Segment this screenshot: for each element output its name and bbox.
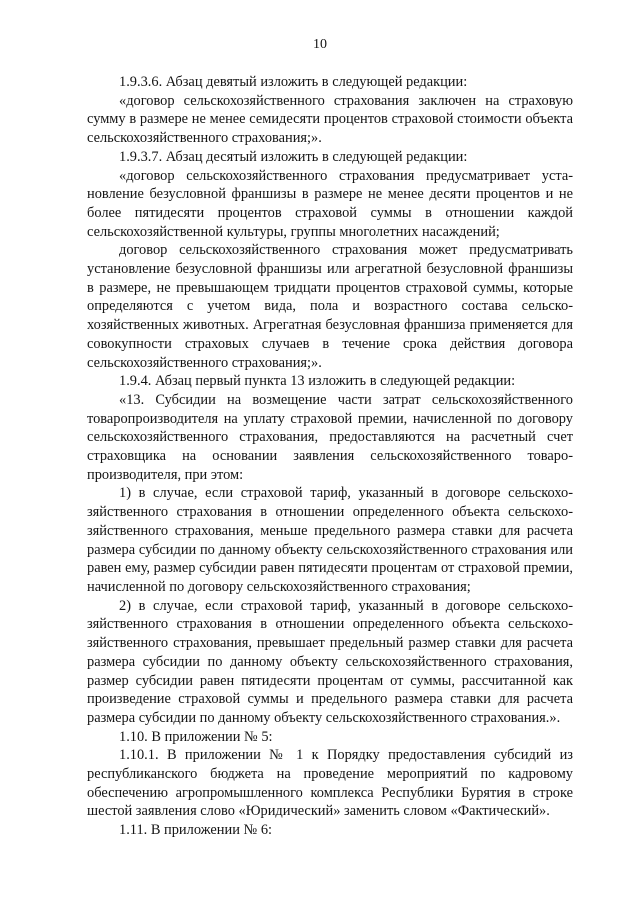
- paragraph-case-1: 1) в случае, если страховой тариф, указанный в договоре сельскохозяйственного страхования в отношении определенного объекта сельскохозяйственного страхования, меньше предельного размера ставки для расчета размера субсидии по данному объекту сельскохозяйственного страхования или равен ему, размер субсидии равен пятидесяти процентам от страховой премии, начисленной по договору сельскохозяйственного страхования;: [87, 485, 573, 595]
- paragraph-1-9-3-6: 1.9.3.6. Абзац девятый изложить в следующей редакции:: [119, 74, 468, 90]
- paragraph-1-9-3-7: 1.9.3.7. Абзац десятый изложить в следующей редакции:: [119, 148, 468, 165]
- paragraph-1-9-4: 1.9.4. Абзац первый пункта 13 изложить в следующей редакции:: [119, 373, 516, 390]
- paragraph-1-10-1: 1.10.1. В приложении № 1 к Порядку предоставления субсидий из республиканского бюджета на проведение мероприятий по кадровому обеспечению агропромышленного комплекса Республики Бурятия в строке шестой заявления слово «Юридический» заменить словом «Фактический».: [87, 747, 573, 820]
- paragraph-case-2: 2) в случае, если страховой тариф, указанный в договоре сельскохозяйственного страхования в отношении определенного объекта сельскохозяйственного страхования, превышает предельный размер ставки для расчета размера субсидии по данному объекту сельскохозяйственного страхования, размер субсидии равен пятидесяти процентам от суммы, рассчитанной как произведение страховой суммы и предельного размера ставки для расчета размера субсидии по данному объекту сельскохозяйственного страхования.».: [87, 597, 573, 726]
- paragraph-quote-unconditional-franchise: «договор сельскохозяйственного страхования предусматривает установление безусловной франшизы в размере не менее десяти процентов и не более пятидесяти процентов страховой суммы в отношении каждой сельскохозяйственной культуры, группы многолетних насаждений;: [87, 167, 573, 240]
- paragraph-1-11: 1.11. В приложении № 6:: [119, 822, 273, 839]
- document-body: [87, 73, 573, 840]
- paragraph-quote-item-13: «13. Субсидии на возмещение части затрат сельскохозяйственного товаропроизводителя на уплату страховой премии, начисленной по договору сельскохозяйственного страхования, предоставляются на расчетный счет страховщика на основании заявления сельскохозяйственного товаропроизводителя, при этом:: [87, 391, 573, 483]
- paragraph-1-10: 1.10. В приложении № 5:: [119, 728, 273, 745]
- paragraph-aggregate-franchise: договор сельскохозяйственного страхования может предусматривать установление безусловной франшизы или агрегатной безусловной франшизы в размере, не превышающем тридцати процентов страховой суммы, которые определяются с учетом вида, пола и возрастного состава сельскохозяйственных животных. Агрегатная безусловная франшиза применяется для совокупности страховых случаев в течение срока действия договора сельскохозяйственного страхования;».: [87, 242, 573, 371]
- paragraph-quote-contract-sum: «договор сельскохозяйственного страхования заключен на страховую сумму в размере не менее семидесяти процентов страховой стоимости объекта сельскохозяйственного страхования;».: [87, 92, 573, 147]
- page-number: 10: [313, 37, 327, 52]
